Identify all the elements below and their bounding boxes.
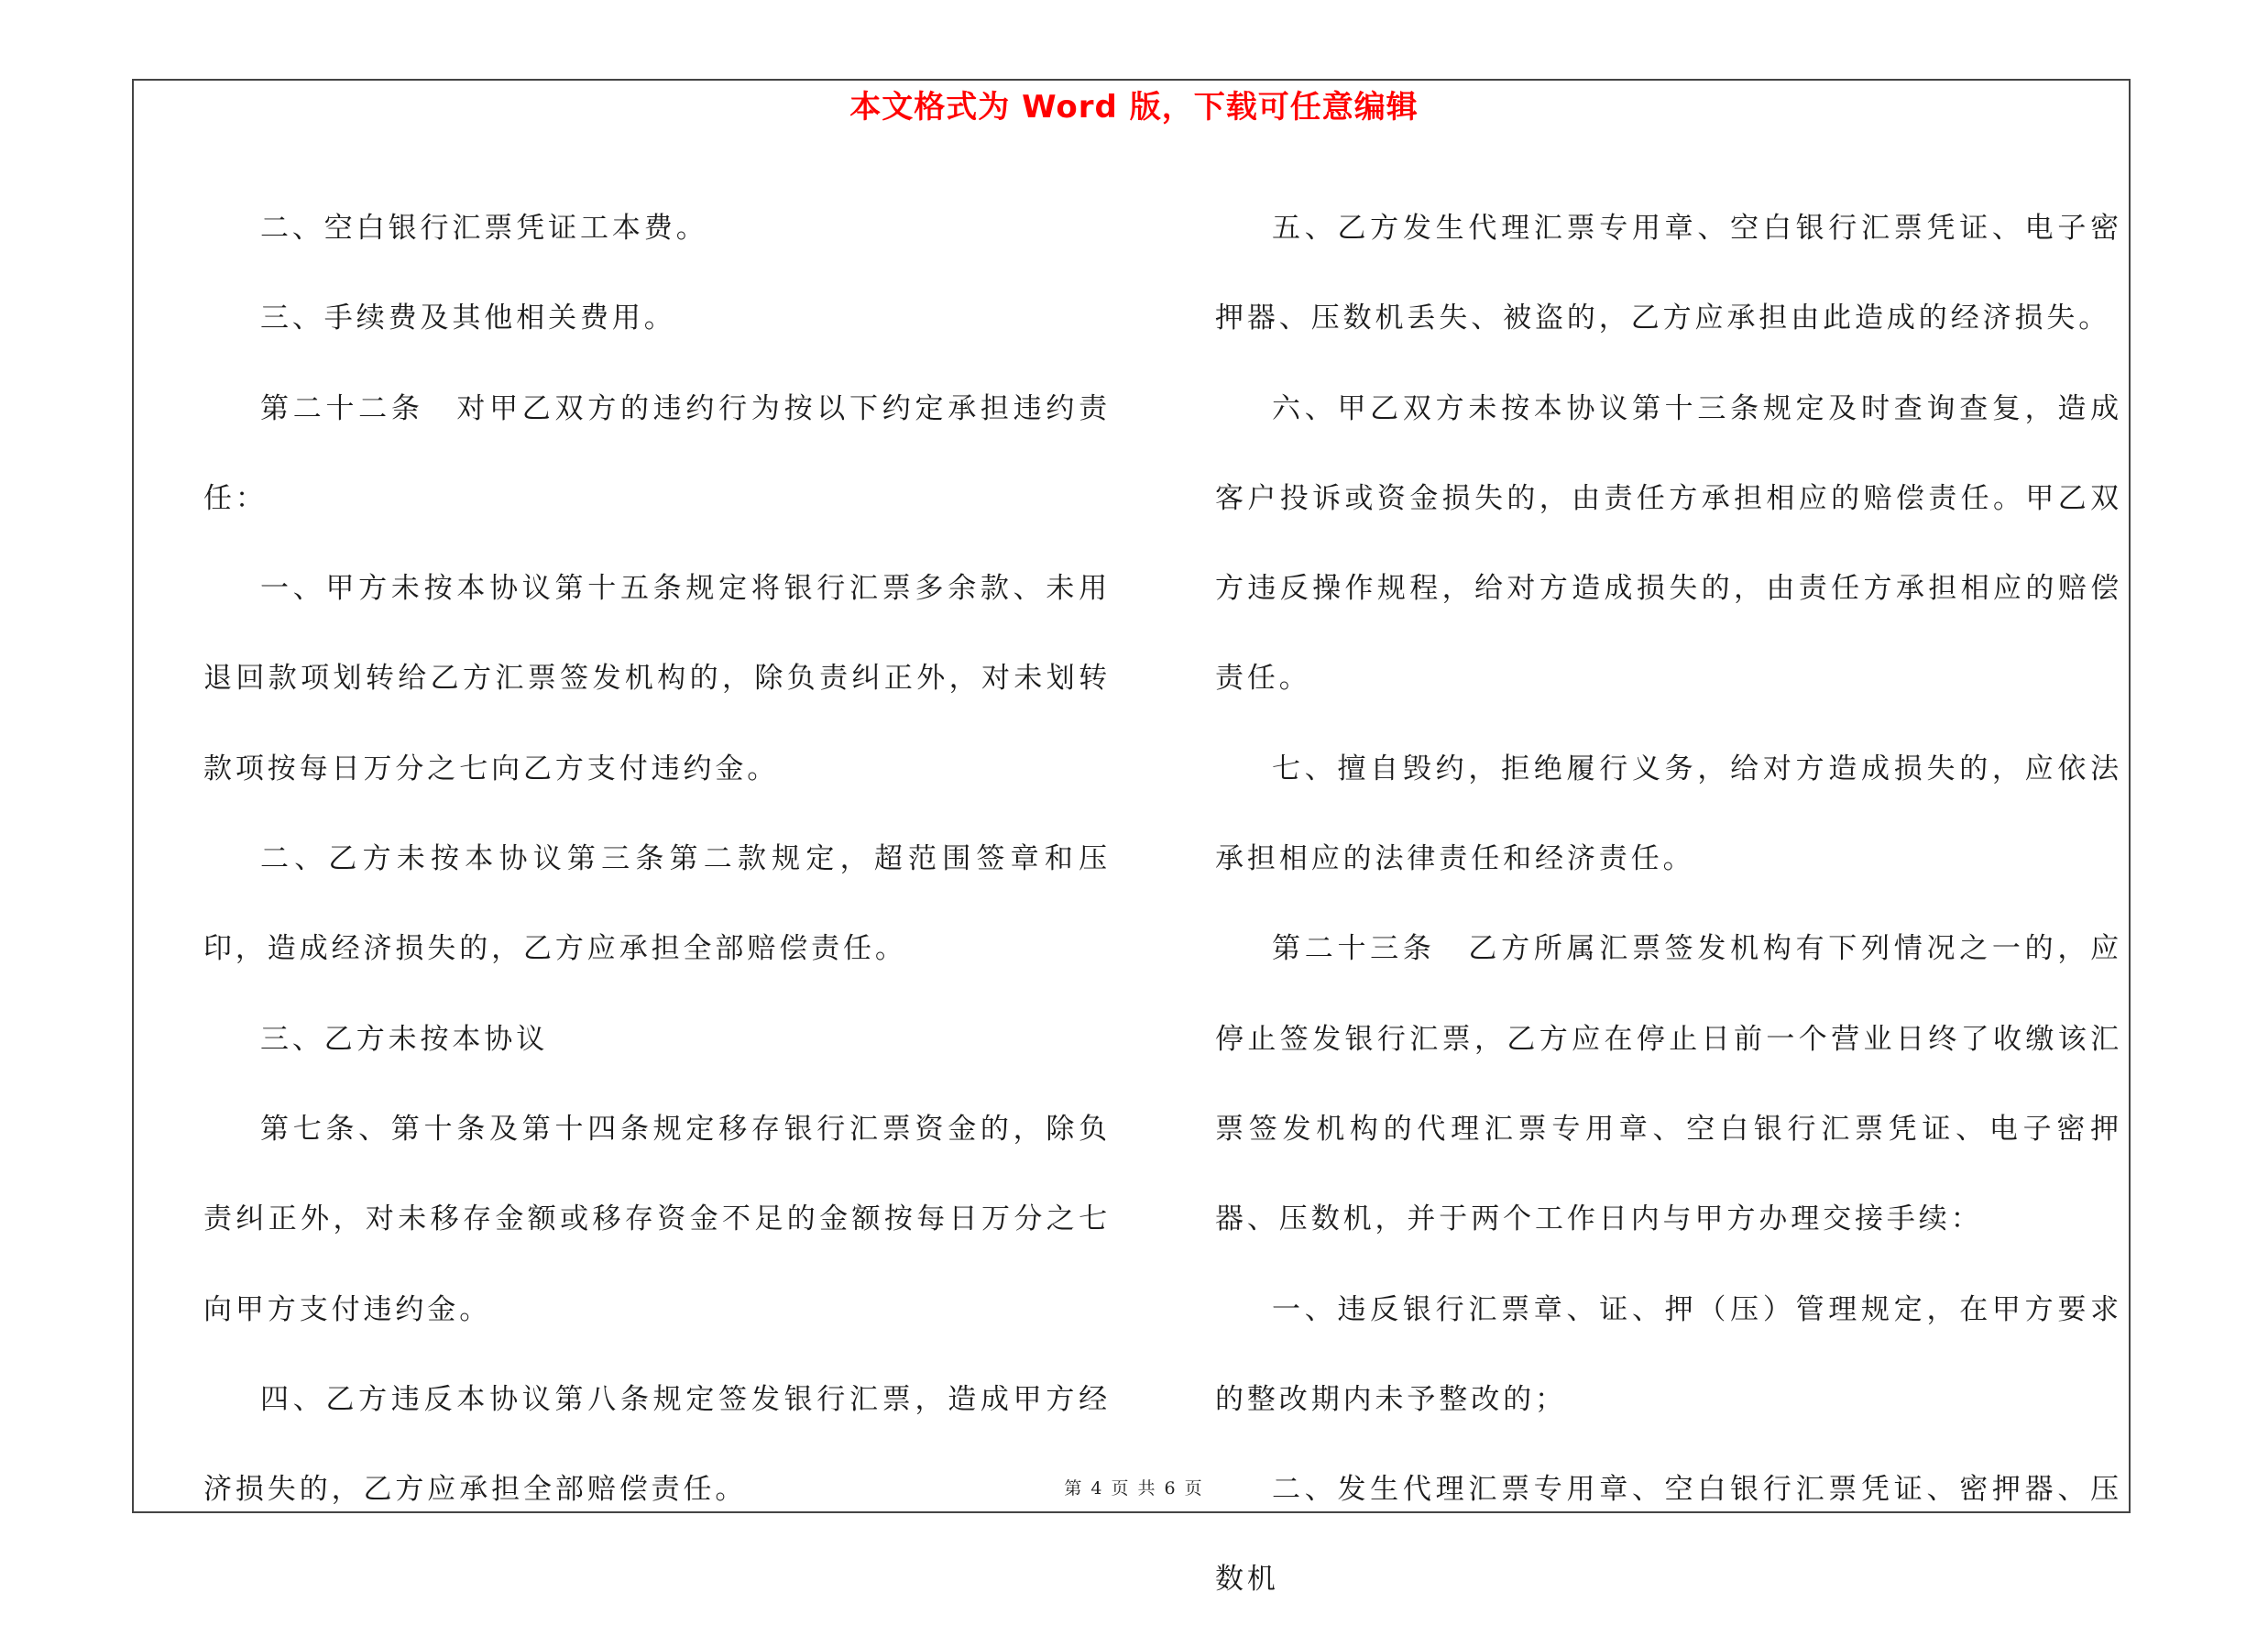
left-paragraph: 三、手续费及其他相关费用。 — [260, 302, 676, 335]
page-number: 第 4 页 共 6 页 — [1064, 1478, 1204, 1499]
left-paragraph: 一、甲方未按本协议第十五条规定将银行汇票多余款、未用退回款项划转给乙方汇票签发机构的，除负责纠正外，对未划转款项按每日万分之七向乙方支付违约金。 — [203, 572, 1111, 785]
right-paragraph: 六、甲乙双方未按本协议第十三条规定及时查询查复，造成客户投诉或资金损失的，由责任方承担相应的赔偿责任。甲乙双方违反操作规程，给对方造成损失的，由责任方承担相应的赔偿责任。 — [1215, 391, 2122, 696]
left-paragraph: 二、空白银行汇票凭证工本费。 — [260, 212, 708, 245]
right-paragraph: 七、擅自毁约，拒绝履行义务，给对方造成损失的，应依法承担相应的法律责任和经济责任。 — [1215, 752, 2122, 876]
right-paragraph: 第二十三条 乙方所属汇票签发机构有下列情况之一的，应停止签发银行汇票，乙方应在停止日前一个营业日终了收缴该汇票签发机构的代理汇票专用章、空白银行汇票凭证、电子密押器、压数机，并于两个工作日内与甲方办理交接手续： — [1215, 932, 2122, 1236]
right-paragraph: 二、发生代理汇票专用章、空白银行汇票凭证、密押器、压数机 — [1215, 1473, 2122, 1597]
right-paragraph: 一、违反银行汇票章、证、押（压）管理规定，在甲方要求的整改期内未予整改的； — [1215, 1292, 2122, 1416]
format-notice-banner — [0, 87, 2268, 127]
left-paragraph: 四、乙方违反本协议第八条规定签发银行汇票，造成甲方经济损失的，乙方应承担全部赔偿责任。 — [203, 1382, 1111, 1507]
format-notice-text: 本文格式为 Word 版，下载可任意编辑 — [849, 89, 1419, 126]
left-paragraph: 第七条、第十条及第十四条规定移存银行汇票资金的，除负责纠正外，对未移存金额或移存资金不足的金额按每日万分之七向甲方支付违约金。 — [203, 1112, 1111, 1326]
right-paragraph: 五、乙方发生代理汇票专用章、空白银行汇票凭证、电子密押器、压数机丢失、被盗的，乙方应承担由此造成的经济损失。 — [1215, 212, 2122, 335]
right-column — [1215, 183, 2122, 1625]
page-footer — [0, 1477, 2268, 1499]
left-paragraph: 三、乙方未按本协议 — [260, 1022, 549, 1056]
left-paragraph: 二、乙方未按本协议第三条第二款规定，超范围签章和压印，造成经济损失的，乙方应承担全部赔偿责任。 — [203, 842, 1111, 966]
left-paragraph: 第二十二条 对甲乙双方的违约行为按以下约定承担违约责任： — [203, 391, 1111, 515]
left-column — [203, 183, 1111, 1534]
